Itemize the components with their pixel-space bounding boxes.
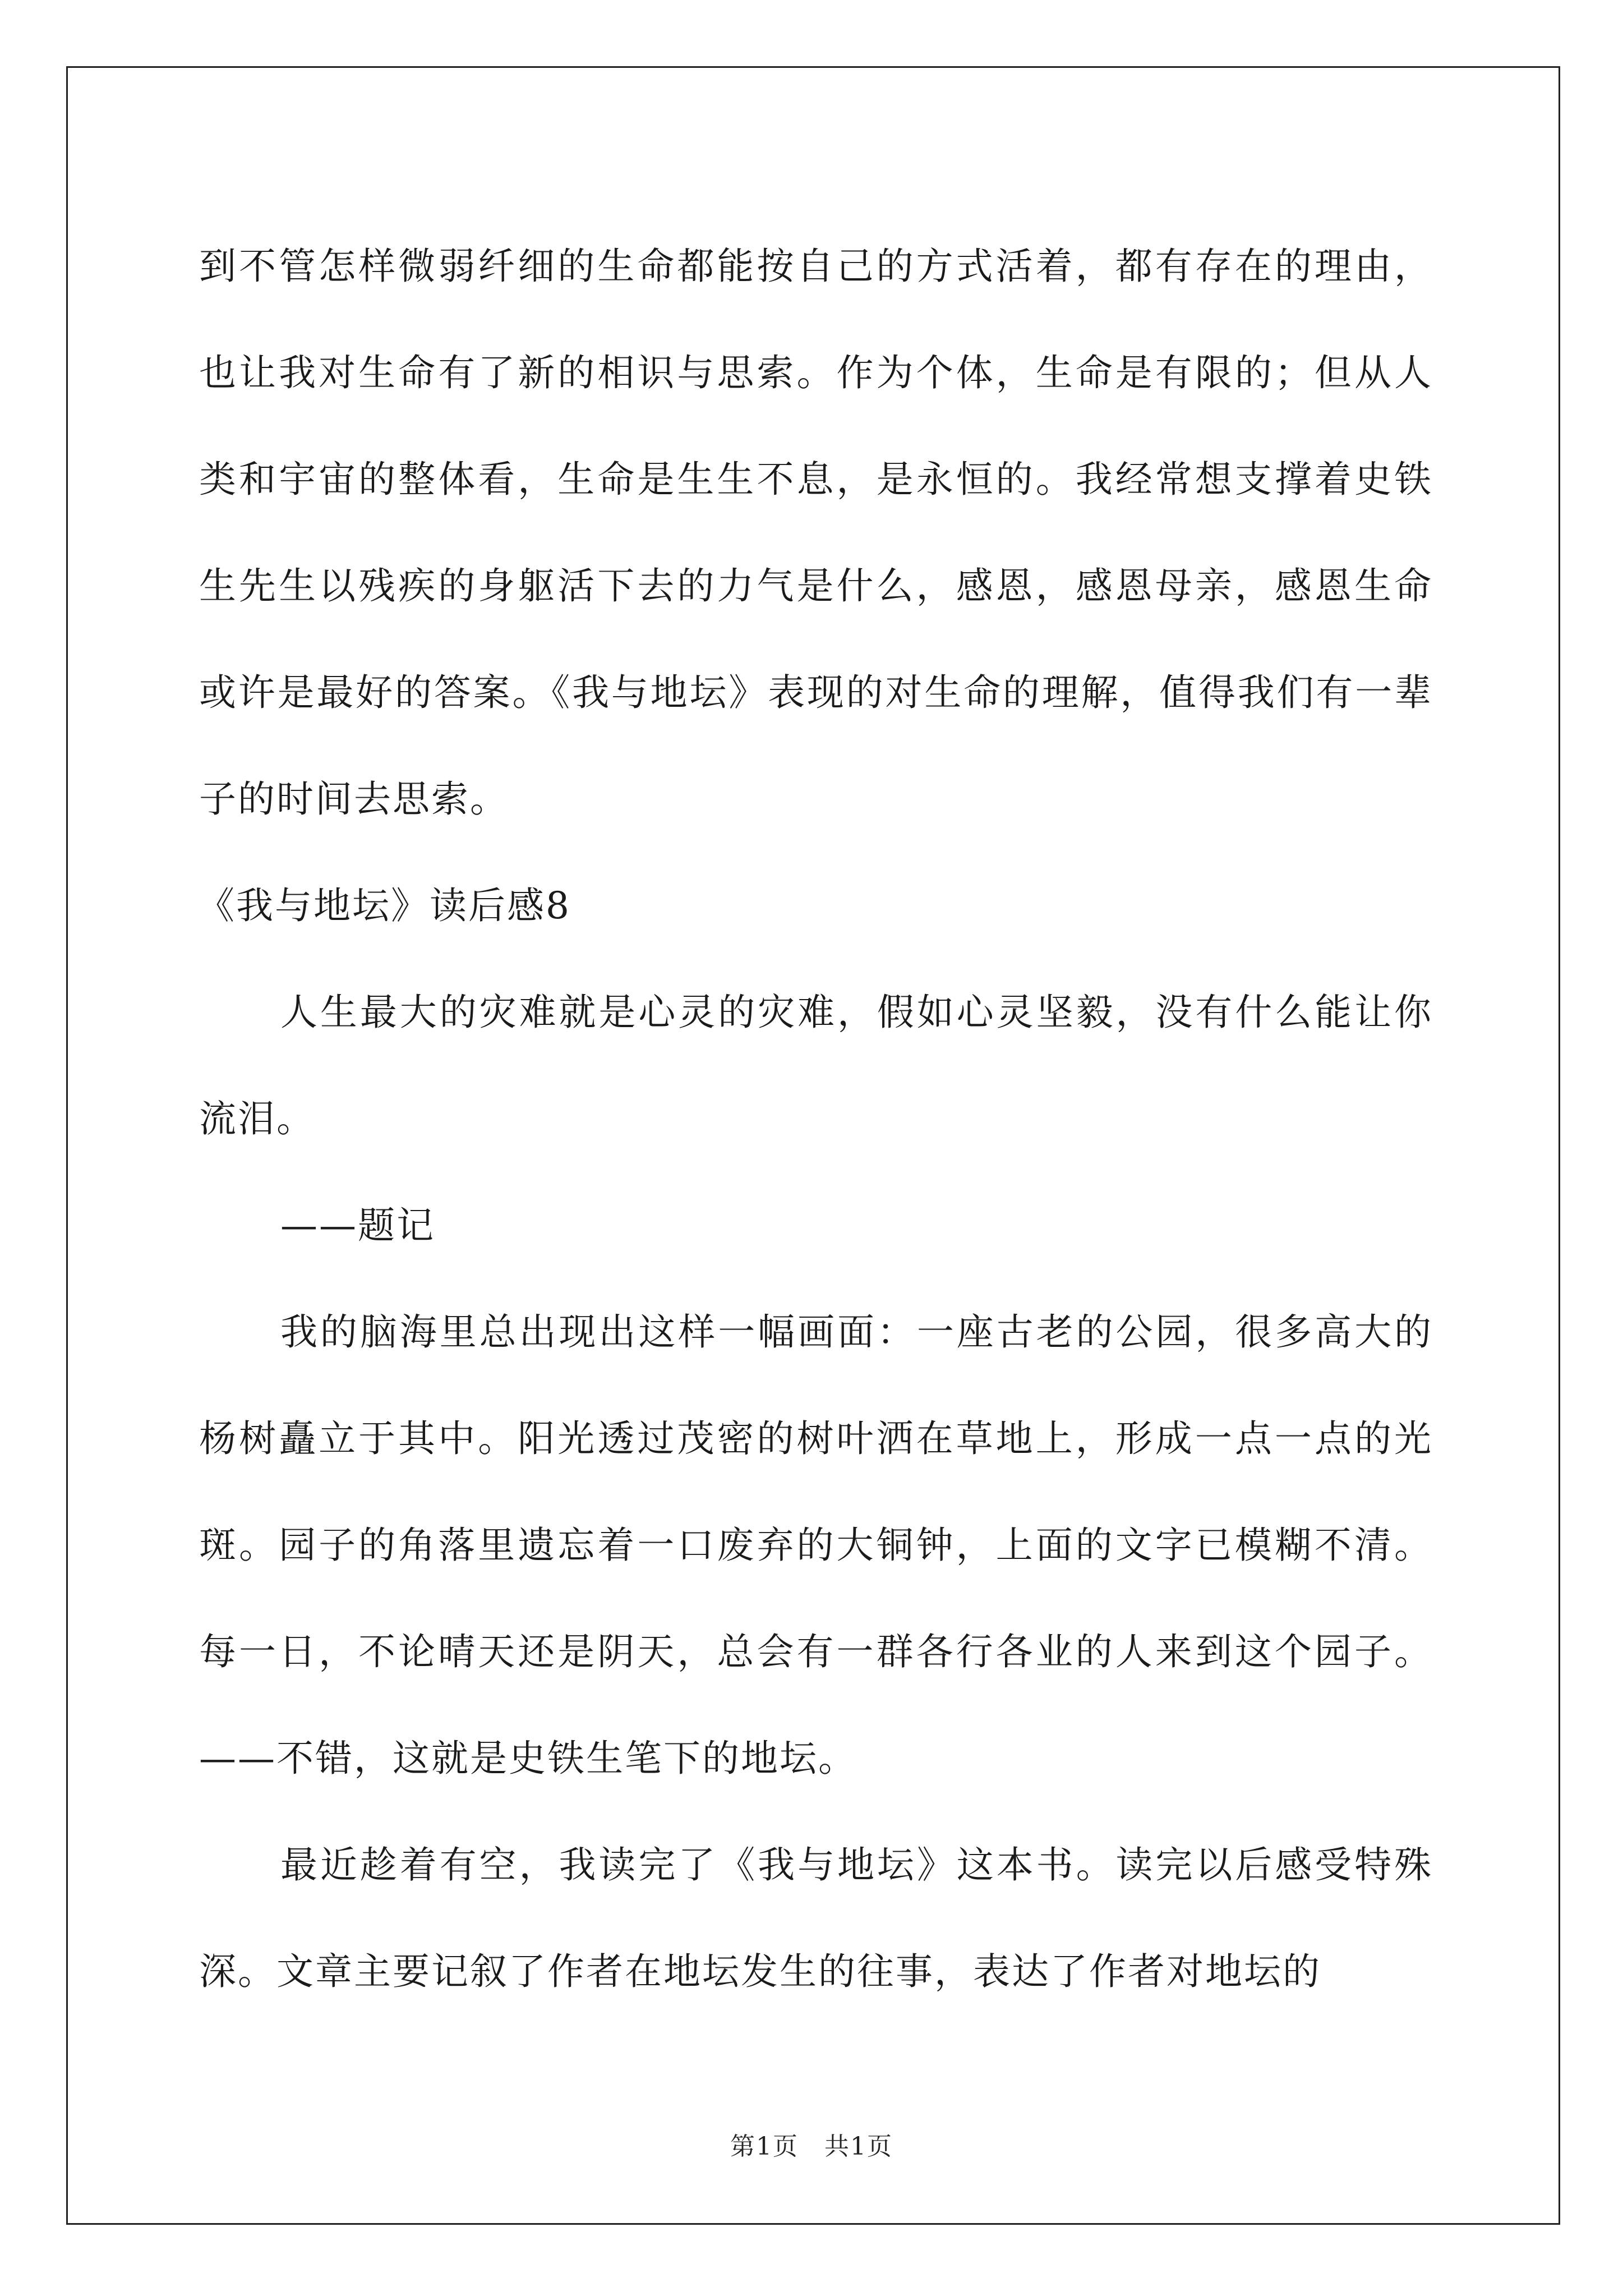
paragraph-continuation: 到不管怎样微弱纤细的生命都能按自己的方式活着，都有存在的理由，也让我对生命有了新的相识与思索。作为个体，生命是有限的；但从人类和宇宙的整体看，生命是生生不息，是永恒的。我经常想支撑着史铁生先生以残疾的身躯活下去的力气是什么，感恩，感恩母亲，感恩生命或许是最好的答案。《我与地坛》表现的对生命的理解，值得我们有一辈子的时间去思索。	[199, 245, 1433, 821]
section-heading: 《我与地坛》读后感8	[197, 884, 571, 927]
page-footer: 第1页 共1页	[730, 2132, 893, 2161]
paragraph-scene: 我的脑海里总出现出这样一幅画面：一座古老的公园，很多高大的杨树矗立于其中。阳光透过茂密的树叶洒在草地上，形成一点一点的光斑。园子的角落里遗忘着一口废弃的大铜钟，上面的文字已模糊不清。每一日，不论晴天还是阴天，总会有一群各行各业的人来到这个园子。——不错，这就是史铁生笔下的地坛。	[199, 1310, 1433, 1780]
paragraph-reading: 最近趁着有空，我读完了《我与地坛》这本书。读完以后感受特殊深。文章主要记叙了作者在地坛发生的往事，表达了作者对地坛的	[199, 1843, 1433, 1993]
paragraph-epigraph: 人生最大的灾难就是心灵的灾难，假如心灵坚毅，没有什么能让你流泪。	[199, 991, 1433, 1140]
document-body	[199, 213, 1433, 2025]
paragraph-epigraph-attribution: ——题记	[280, 1204, 435, 1247]
